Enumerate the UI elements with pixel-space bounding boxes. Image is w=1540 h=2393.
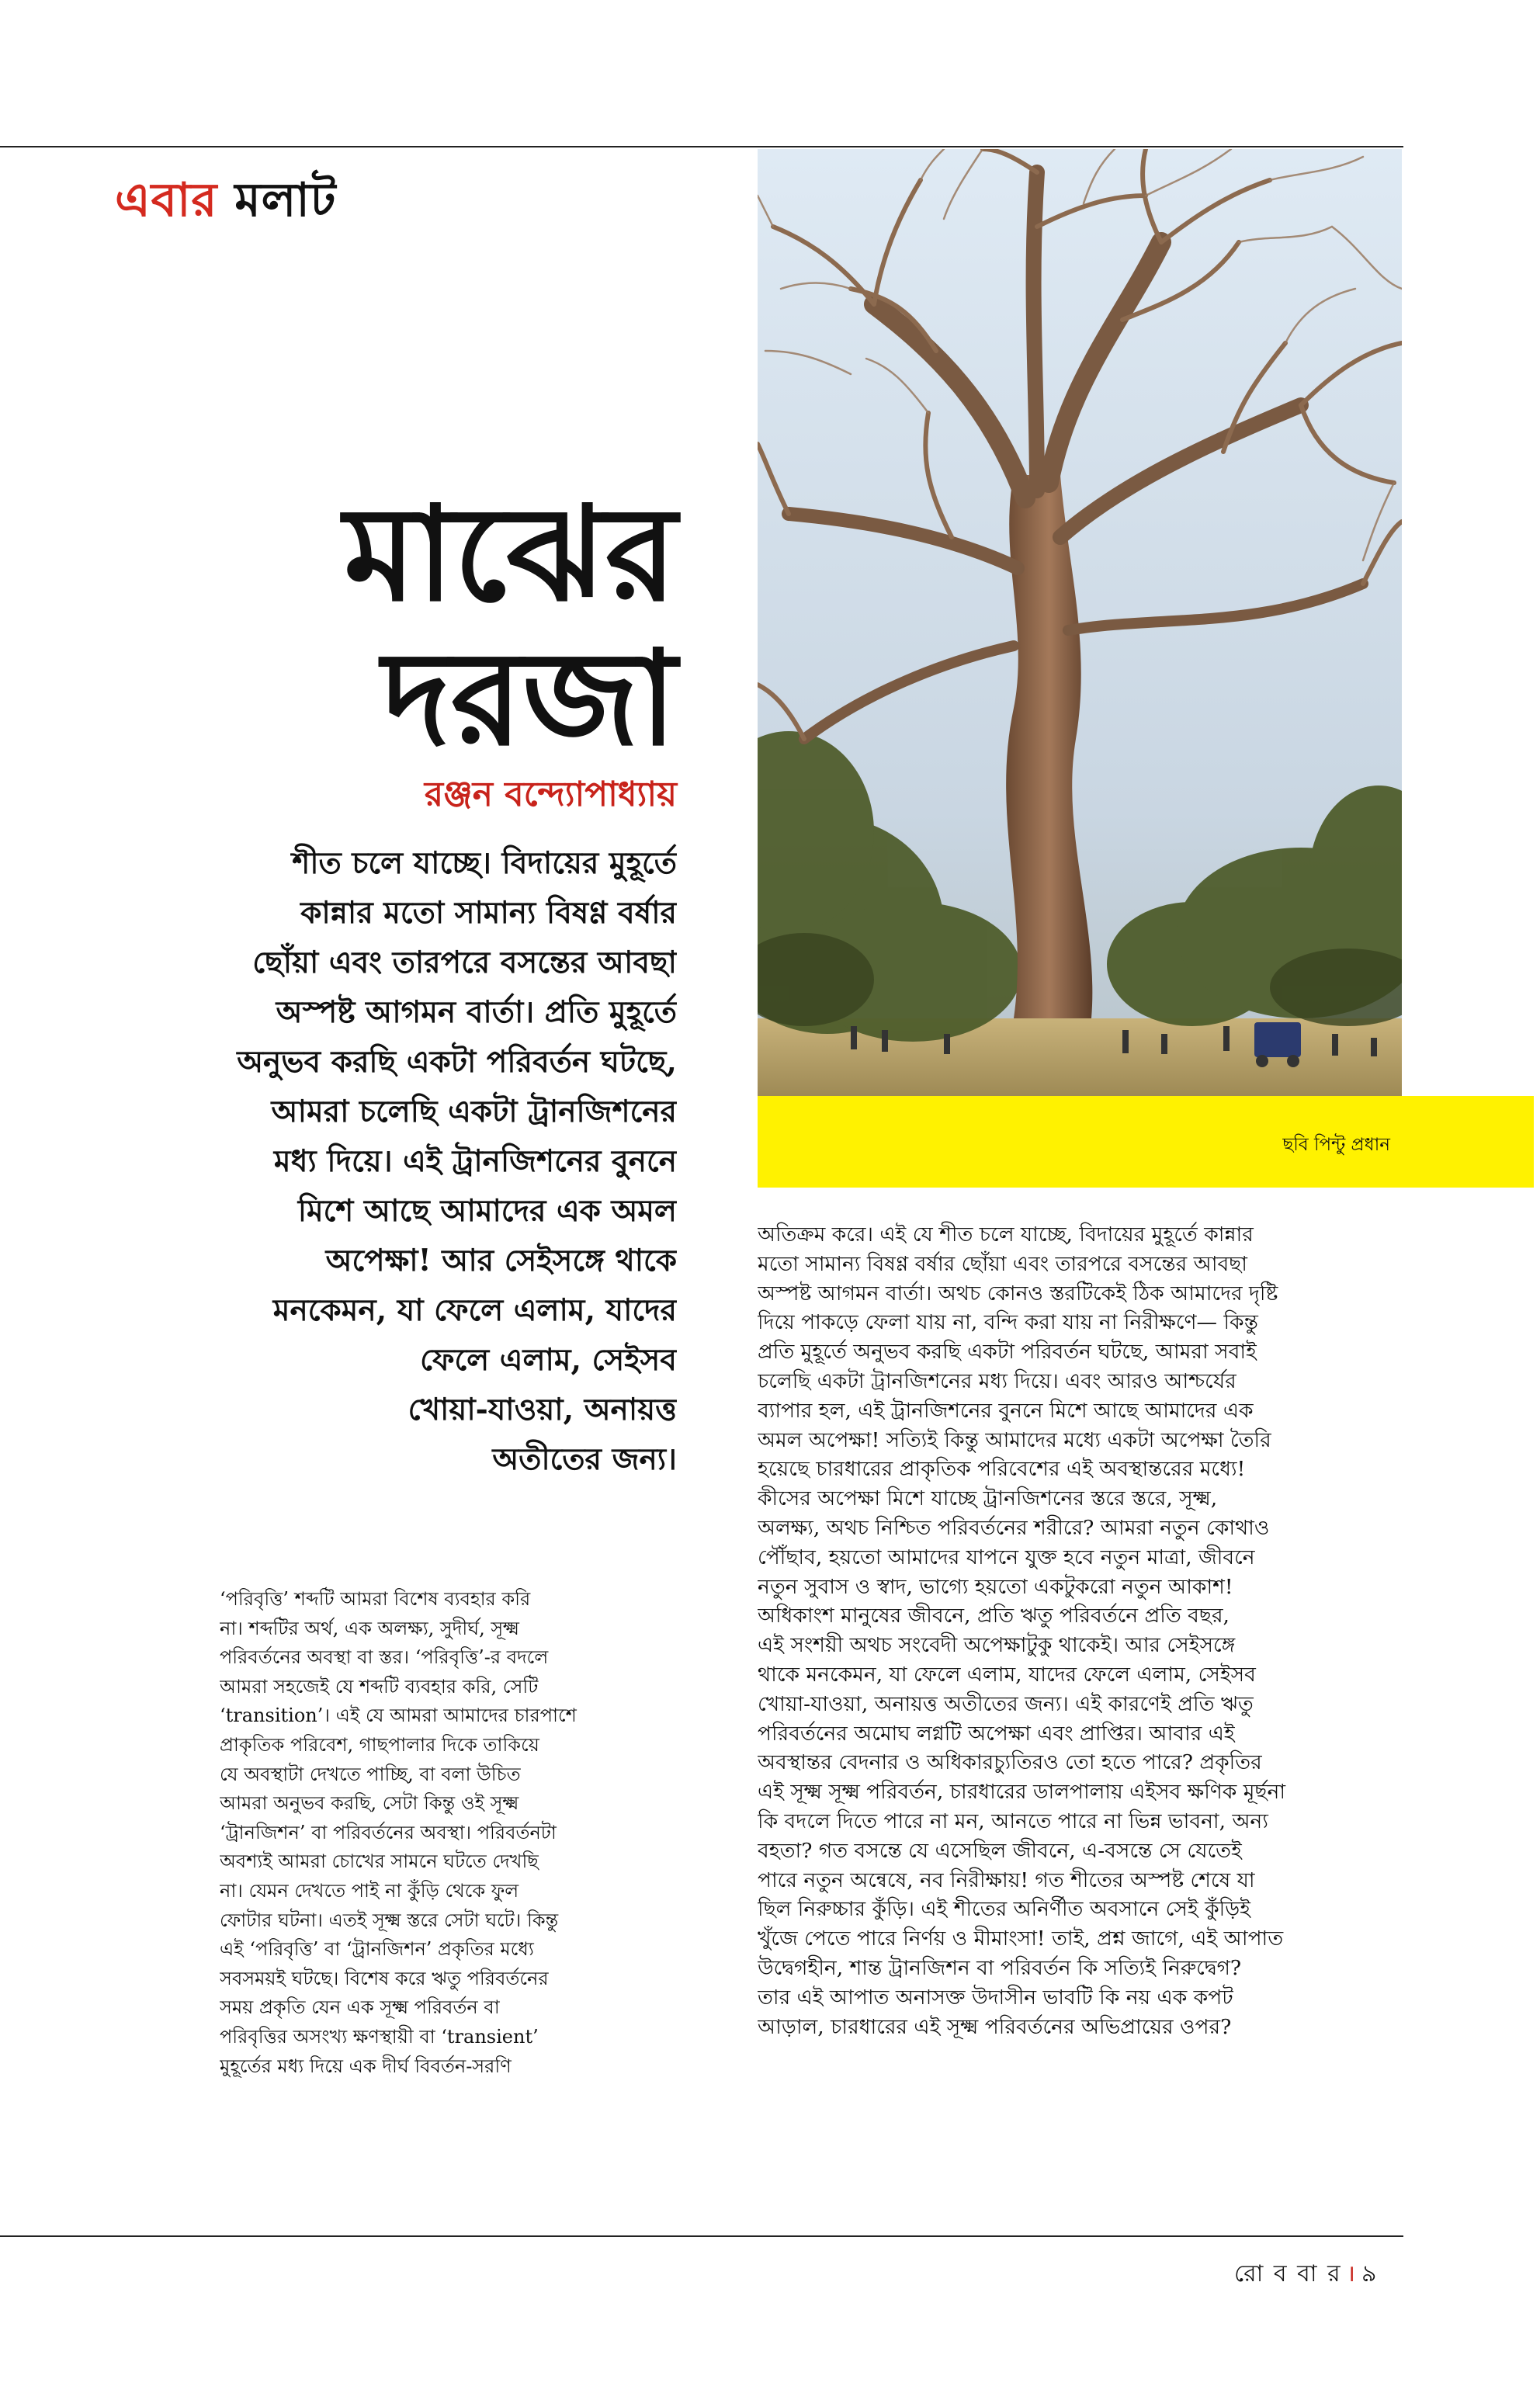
body-line: ছিল নিরুচ্চার কুঁড়ি। এই শীতের অনির্ণীত অবসানে সেই কুঁড়িই <box>758 1897 1250 1922</box>
lead-line: অস্পষ্ট আগমন বার্তা। প্রতি মুহূর্তে <box>276 994 677 1030</box>
body-line: মুহূর্তের মধ্য দিয়ে এক দীর্ঘ বিবর্তন-সরণি <box>220 2055 512 2077</box>
body-line: ‘transition’। এই যে আমরা আমাদের চারপাশে <box>220 1705 577 1727</box>
body-line: আড়াল, চারধারের এই সূক্ষ্ম পরিবর্তনের অভিপ্রায়ের ওপর? <box>758 2014 1232 2039</box>
body-line: যে অবস্থাটা দেখতে পাচ্ছি, বা বলা উচিত <box>220 1763 521 1785</box>
lead-line: মধ্য দিয়ে। এই ট্রানজিশনের বুননে <box>273 1143 677 1179</box>
section-label-main: মলাট <box>234 173 337 227</box>
lead-line: শীত চলে যাচ্ছে। বিদায়ের মুহূর্তে <box>292 845 677 881</box>
body-column-left <box>220 1585 678 2081</box>
body-line: সময় প্রকৃতি যেন এক সূক্ষ্ম পরিবর্তন বা <box>220 1996 500 2019</box>
lead-line: ছোঁয়া এবং তারপরে বসন্তের আবছা <box>252 945 677 980</box>
body-line: না। শব্দটির অর্থ, এক অলক্ষ্য, সুদীর্ঘ, সূক্ষ্ম <box>220 1617 520 1639</box>
body-line: বহতা? গত বসন্তে যে এসেছিল জীবনে, এ-বসন্তে সে যেতেই <box>758 1838 1242 1863</box>
body-line: দিয়ে পাকড়ে ফেলা যায় না, বন্দি করা যায় না নিরীক্ষণে— কিন্তু <box>758 1310 1258 1335</box>
lead-line: অনুভব করছি একটা পরিবর্তন ঘটছে, <box>237 1044 677 1080</box>
lead-line: মিশে আছে আমাদের এক অমল <box>297 1193 677 1229</box>
body-line: খুঁজে পেতে পারে নির্ণয় ও মীমাংসা! তাই, প্রশ্ন জাগে, এই আপাত <box>758 1927 1284 1951</box>
body-line: আমরা সহজেই যে শব্দটি ব্যবহার করি, সেটি <box>220 1675 539 1698</box>
body-line: আমরা অনুভব করছি, সেটা কিন্তু ওই সূক্ষ্ম <box>220 1792 519 1815</box>
lead-paragraph <box>109 838 677 1484</box>
body-line: চলেছি একটা ট্রানজিশনের মধ্য দিয়ে। এবং আরও আশ্চর্যের <box>758 1368 1237 1393</box>
lead-line: কান্নার মতো সামান্য বিষণ্ণ বর্ষার <box>300 895 677 931</box>
body-line: সবসময়ই ঘটছে। বিশেষ করে ঋতু পরিবর্তনের <box>220 1967 549 1989</box>
body-line: পরিবর্তনের অবস্থা বা স্তর। ‘পরিবৃত্তি’-র বদলে <box>220 1646 549 1669</box>
lead-line: অপেক্ষা! আর সেইসঙ্গে থাকে <box>325 1243 677 1278</box>
page-number: ৯ <box>1361 2260 1379 2287</box>
body-line: এই সূক্ষ্ম সূক্ষ্ম পরিবর্তন, চারধারের ডালপালায় এইসব ক্ষণিক মূর্ছনা <box>758 1780 1286 1805</box>
section-label-accent: এবার <box>115 173 218 227</box>
body-line: কীসের অপেক্ষা মিশে যাচ্ছে ট্রানজিশনের স্তরে স্তরে, সূক্ষ্ম, <box>758 1486 1218 1511</box>
section-label <box>115 165 336 242</box>
top-rule <box>0 146 1403 147</box>
lead-line: অতীতের জন্য। <box>492 1441 677 1477</box>
body-line: এই ‘পরিবৃত্তি’ বা ‘ট্রানজিশন’ প্রকৃতির মধ্যে <box>220 1938 534 1961</box>
body-line: অমল অপেক্ষা! সত্যিই কিন্তু আমাদের মধ্যে একটা অপেক্ষা তৈরি <box>758 1427 1271 1452</box>
body-line: অস্পষ্ট আগমন বার্তা। অথচ কোনও স্তরটিকেই ঠিক আমাদের দৃষ্টি <box>758 1281 1278 1306</box>
body-line: পৌঁছাব, হয়তো আমাদের যাপনে যুক্ত হবে নতুন মাত্রা, জীবনে <box>758 1545 1255 1569</box>
lead-line: আমরা চলেছি একটা ট্রানজিশনের <box>271 1094 677 1129</box>
author-byline: রঞ্জন বন্দ্যোপাধ্যায় <box>424 775 677 814</box>
body-line: ফোটার ঘটনা। এতই সূক্ষ্ম স্তরে সেটা ঘটে। কিন্তু <box>220 1909 559 1931</box>
body-line: পরিবর্তনের অমোঘ লগ্নটি অপেক্ষা এবং প্রাপ্তির। আবার এই <box>758 1721 1235 1746</box>
footer-separator: । <box>1346 2260 1357 2287</box>
body-line: অতিক্রম করে। এই যে শীত চলে যাচ্ছে, বিদায়ের মুহূর্তে কান্নার <box>758 1223 1254 1247</box>
body-line: নতুন সুবাস ও স্বাদ, ভাগ্যে হয়তো একটুকরো নতুন আকাশ! <box>758 1574 1233 1599</box>
body-line: উদ্বেগহীন, শান্ত ট্রানজিশন বা পরিবর্তন কি সত্যিই নিরুদ্বেগ? <box>758 1955 1242 1980</box>
body-line: অবস্থান্তর বেদনার ও অধিকারচ্যুতিরও তো হতে পারে? প্রকৃতির <box>758 1750 1262 1775</box>
body-line: প্রাকৃতিক পরিবেশ, গাছপালার দিকে তাকিয়ে <box>220 1733 539 1756</box>
body-line: মতো সামান্য বিষণ্ণ বর্ষার ছোঁয়া এবং তারপরে বসন্তের আবছা <box>758 1251 1247 1276</box>
lead-line: মনকেমন, যা ফেলে এলাম, যাদের <box>272 1292 677 1328</box>
body-line: পরিবৃত্তির অসংখ্য ক্ষণস্থায়ী বা ‘transient’ <box>220 2025 539 2048</box>
page-footer <box>1234 2255 1378 2294</box>
lead-line: খোয়া-যাওয়া, অনায়ত্ত <box>408 1392 677 1427</box>
body-line: ‘পরিবৃত্তি’ শব্দটি আমরা বিশেষ ব্যবহার করি <box>220 1588 531 1610</box>
body-line: না। যেমন দেখতে পাই না কুঁড়ি থেকে ফুল <box>220 1879 519 1902</box>
body-line: এই সংশয়ী অথচ সংবেদী অপেক্ষাটুকু থাকেই। আর সেইসঙ্গে <box>758 1633 1236 1658</box>
photo-credit: ছবি পিন্টু প্রধান <box>1282 1135 1390 1155</box>
body-line: পারে নতুন অন্বেষে, নব নিরীক্ষায়! গত শীতের অস্পষ্ট শেষে যা <box>758 1868 1255 1892</box>
body-line: অধিকাংশ মানুষের জীবনে, প্রতি ঋতু পরিবর্তনে প্রতি বছর, <box>758 1604 1230 1628</box>
bottom-rule <box>0 2235 1403 2237</box>
body-line: অবশ্যই আমরা চোখের সামনে ঘটতে দেখছি <box>220 1850 539 1873</box>
headline-line-1: মাঝের <box>343 477 677 630</box>
lead-line: ফেলে এলাম, সেইসব <box>420 1342 677 1378</box>
body-line: ‘ট্রানজিশন’ বা পরিবর্তনের অবস্থা। পরিবর্তনটা <box>220 1821 557 1843</box>
body-line: কি বদলে দিতে পারে না মন, আনতে পারে না ভিন্ন ভাবনা, অন্য <box>758 1809 1268 1833</box>
headline <box>0 477 677 775</box>
body-line: হয়েছে চারধারের প্রাকৃতিক পরিবেশের এই অবস্থান্তরের মধ্যে! <box>758 1457 1246 1482</box>
body-line: তার এই আপাত অনাসক্ত উদাসীন ভাবটি কি নয় এক কপট <box>758 1985 1233 2010</box>
photo-caption-bar <box>758 1096 1534 1188</box>
tree-photo <box>758 149 1402 1096</box>
headline-line-2: দরজা <box>382 621 677 775</box>
body-line: প্রতি মুহূর্তে অনুভব করছি একটা পরিবর্তন ঘটছে, আমরা সবাই <box>758 1340 1257 1365</box>
body-column-right <box>758 1220 1394 2041</box>
magazine-name: রো ব বা র <box>1234 2260 1342 2287</box>
body-line: খোয়া-যাওয়া, অনায়ত্ত অতীতের জন্য। এই কারণেই প্রতি ঋতু <box>758 1691 1254 1716</box>
body-line: থাকে মনকেমন, যা ফেলে এলাম, যাদের ফেলে এলাম, সেইসব <box>758 1662 1256 1687</box>
body-line: ব্যাপার হল, এই ট্রানজিশনের বুননে মিশে আছে আমাদের এক <box>758 1398 1254 1423</box>
body-line: অলক্ষ্য, অথচ নিশ্চিত পরিবর্তনের শরীরে? আমরা নতুন কোথাও <box>758 1515 1270 1540</box>
